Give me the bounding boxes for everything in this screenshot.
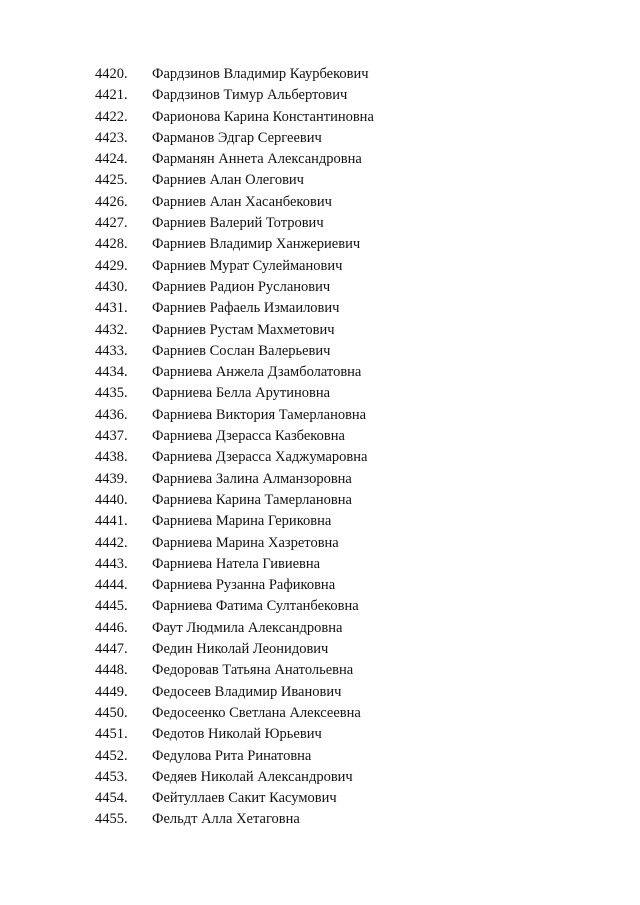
- entry-number: 4424.: [95, 151, 128, 168]
- entry-name: Федосеенко Светлана Алексеевна: [152, 704, 361, 721]
- entry-number: 4449.: [95, 683, 128, 700]
- entry-number: 4422.: [95, 108, 128, 125]
- entry-number: 4455.: [95, 811, 128, 828]
- list-item: [0, 660, 640, 681]
- list-item: [0, 724, 640, 745]
- entry-number: 4452.: [95, 747, 128, 764]
- entry-number: 4446.: [95, 619, 128, 636]
- list-item: [0, 682, 640, 703]
- entry-name: Фарниева Дзерасса Хаджумаровна: [152, 449, 368, 466]
- entry-number: 4423.: [95, 129, 128, 146]
- entry-name: Федулова Рита Ринатовна: [152, 747, 312, 764]
- entry-name: Фарниев Алан Олегович: [152, 172, 304, 189]
- entry-number: 4454.: [95, 790, 128, 807]
- list-item: [0, 213, 640, 234]
- entry-name: Федяев Николай Александрович: [152, 768, 353, 785]
- entry-number: 4442.: [95, 534, 128, 551]
- list-item: [0, 575, 640, 596]
- entry-number: 4429.: [95, 257, 128, 274]
- list-item: [0, 596, 640, 617]
- entry-number: 4431.: [95, 300, 128, 317]
- list-item: [0, 341, 640, 362]
- entry-name: Федосеев Владимир Иванович: [152, 683, 342, 700]
- list-item: [0, 447, 640, 468]
- entry-name: Фарниева Залина Алманзоровна: [152, 470, 352, 487]
- entry-name: Фарниева Анжела Дзамболатовна: [152, 364, 362, 381]
- entry-name: Фарниева Карина Тамерлановна: [152, 491, 352, 508]
- entry-number: 4420.: [95, 66, 128, 82]
- entry-name: Федин Николай Леонидович: [152, 641, 329, 658]
- list-item: [0, 234, 640, 255]
- entry-name: Фейтуллаев Сакит Касумович: [152, 790, 337, 807]
- entry-name: Фарниев Рустам Махметович: [152, 321, 335, 338]
- entry-name: Фарионова Карина Константиновна: [152, 108, 374, 125]
- entry-name: Федотов Николай Юрьевич: [152, 726, 322, 743]
- entry-name: Фарниев Валерий Тотрович: [152, 215, 324, 232]
- entry-name: Федоровав Татьяна Анатольевна: [152, 662, 354, 679]
- list-item: [0, 85, 640, 106]
- list-item: [0, 767, 640, 788]
- entry-name: Фарманов Эдгар Сергеевич: [152, 129, 322, 146]
- entry-number: 4441.: [95, 513, 128, 530]
- list-item: [0, 192, 640, 213]
- entry-number: 4445.: [95, 598, 128, 615]
- entry-name: Фарниева Дзерасса Казбековна: [152, 428, 345, 445]
- entry-number: 4439.: [95, 470, 128, 487]
- entry-number: 4448.: [95, 662, 128, 679]
- list-item: [0, 256, 640, 277]
- list-item: [0, 149, 640, 170]
- entry-name: Фаут Людмила Александровна: [152, 619, 343, 636]
- entry-number: 4436.: [95, 406, 128, 423]
- list-item: [0, 383, 640, 404]
- list-item: [0, 277, 640, 298]
- entry-number: 4447.: [95, 641, 128, 658]
- entry-name: Фарниев Мурат Сулейманович: [152, 257, 343, 274]
- entry-number: 4432.: [95, 321, 128, 338]
- entry-number: 4451.: [95, 726, 128, 743]
- entry-number: 4437.: [95, 428, 128, 445]
- entry-number: 4450.: [95, 704, 128, 721]
- entry-number: 4434.: [95, 364, 128, 381]
- entry-name: Фарниева Белла Арутиновна: [152, 385, 331, 402]
- entry-name: Фарниева Марина Гериковна: [152, 513, 332, 530]
- list-item: [0, 298, 640, 319]
- entry-name: Фарниева Рузанна Рафиковна: [152, 577, 336, 594]
- list-item: [0, 320, 640, 341]
- entry-number: 4427.: [95, 215, 128, 232]
- list-item: [0, 128, 640, 149]
- list-item: [0, 64, 640, 85]
- entry-number: 4421.: [95, 87, 128, 104]
- list-item: [0, 490, 640, 511]
- list-item: [0, 618, 640, 639]
- entry-number: 4435.: [95, 385, 128, 402]
- list-item: [0, 639, 640, 660]
- entry-name: Фардзинов Тимур Альбертович: [152, 87, 348, 104]
- entry-number: 4440.: [95, 491, 128, 508]
- entry-name: Фарманян Аннета Александровна: [152, 151, 362, 168]
- entry-number: 4430.: [95, 278, 128, 295]
- list-item: [0, 703, 640, 724]
- name-list: [0, 64, 640, 831]
- list-item: [0, 107, 640, 128]
- entry-number: 4443.: [95, 555, 128, 572]
- list-item: [0, 554, 640, 575]
- entry-number: 4433.: [95, 342, 128, 359]
- entry-name: Фельдт Алла Хетаговна: [152, 811, 300, 828]
- entry-name: Фарниева Натела Гивиевна: [152, 555, 321, 572]
- list-item: [0, 809, 640, 830]
- entry-name: Фарниева Виктория Тамерлановна: [152, 406, 367, 423]
- list-item: [0, 405, 640, 426]
- entry-name: Фарниев Сослан Валерьевич: [152, 342, 331, 359]
- entry-name: Фарниев Рафаель Измаилович: [152, 300, 340, 317]
- entry-number: 4425.: [95, 172, 128, 189]
- list-item: [0, 746, 640, 767]
- list-item: [0, 469, 640, 490]
- entry-name: Фарниев Радион Русланович: [152, 278, 331, 295]
- entry-name: Фардзинов Владимир Каурбекович: [152, 66, 369, 82]
- entry-name: Фарниева Марина Хазретовна: [152, 534, 339, 551]
- entry-number: 4428.: [95, 236, 128, 253]
- entry-number: 4444.: [95, 577, 128, 594]
- list-item: [0, 426, 640, 447]
- list-item: [0, 170, 640, 191]
- entry-number: 4438.: [95, 449, 128, 466]
- entry-name: Фарниев Владимир Ханжериевич: [152, 236, 361, 253]
- entry-name: Фарниева Фатима Султанбековна: [152, 598, 359, 615]
- list-item: [0, 511, 640, 532]
- list-item: [0, 362, 640, 383]
- list-item: [0, 533, 640, 554]
- entry-number: 4453.: [95, 768, 128, 785]
- entry-name: Фарниев Алан Хасанбекович: [152, 193, 332, 210]
- list-item: [0, 788, 640, 809]
- entry-number: 4426.: [95, 193, 128, 210]
